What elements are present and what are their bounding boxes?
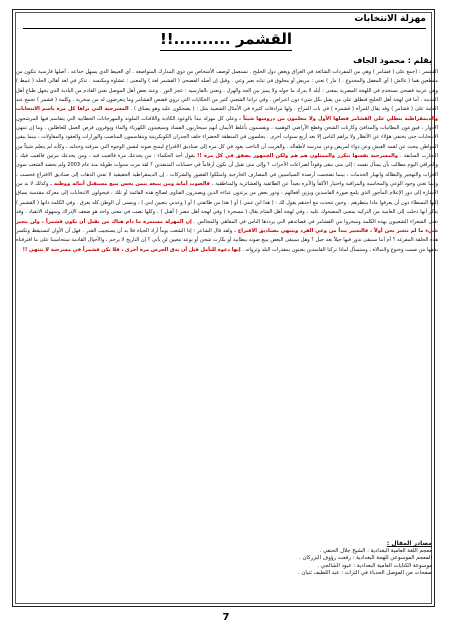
body-highlight-3: فالصوت أمانة ومن يبيعه بثمن بخس يبيع مستقبل أبنائه ووطنه . xyxy=(50,181,210,188)
body-text-4: وكذلك لا بد من الإشارة إلى دور الإعلام المأجور الذي يلمع صورة الفاسدين ويزين أفعالهم ، ودور بعض من يرتدون عباءة الدين ويصدرون الفتاوى لصالح هذه القائمة أو تلك ، فيحولون الانتخابات إلى معركة مقدسة يساق إليها البسطاء دون أن يعرفوا ماذا ينتظرهم . وحين تتحدث مع أحدهم يقول لك : ( هذا ابن عمي ) أو ( هذا من طائفتي ) أو ( وعدني بتعيين ابني ) ، وينسى أن الوطن كله يغرق . وفي الكلمة ذاتها ( القشمر ) يذكر أنها دخلت إلى العامية من التركية بمعنى المضحوك عليه ، وفي لهجة أهل الشام يقال ( مسخرة ) وفي لهجة أهل مصر ( أهبل ) ، وكلها تصب في معنى واحد هو ضعف الإدراك وسهولة الانقياد . وقد تغنى الشعراء الشعبيون بهذه الكلمة وسخروا من القشامر في قصائدهم التي يرددها الناس في المقاهي والمجالس . xyxy=(16,181,438,225)
body-highlight-1: المسرحية التي نراها كل مرة باسم الانتخابات والديمقراطية ينطلي على القشامر فصلها الأول ولا يتعلمون من دروسها شيئاً ، xyxy=(16,106,438,122)
body-text-5: ولقد قال الشاعر : إذا الشعب يوماً أراد الحياة فلا بد أن يستجيب القدر . فهل آن الأوان لنستيقظ ونكسر هذه الحلقة المفرغة ؟ أم أننا سنبقى ندور فيها جيلاً بعد جيل ؟ وهل سيبقى البعض يبيع صوته ببطانية أو بكارت شحن أو بوعد بتعيين لن يأتي ؟ إن التاريخ لا يرحم ، والأجيال القادمة ستحاسبنا على ما اقترفناه بحقها من صمت وخنوع ولامبالاة ، وستسأل لماذا تركنا الفاسدين يعبثون بمقدرات البلد وثرواته . xyxy=(16,227,438,253)
body-highlight-4: إن المهزلة مستمرة ما دام هناك من يقبل أن يكون قشمراً ، ولن يتغير شيء ما لم نتغير نحن أولاً ، فالتغيير يبدأ من وعي الفرد وينتهي بصناديق الاقتراع . xyxy=(16,218,438,234)
reference-item: المعجم الموسوعي للهجة البغدادية : رفعت رؤوف البزركان . xyxy=(299,555,432,562)
references-title: مصادر المقال : xyxy=(386,540,432,547)
body-highlight-5: إنها دعوة للتأمل قبل أن يدق الجرس مرة أخرى ، فلا تكن قشمراً في مسرحية لا تنتهي !! xyxy=(22,246,241,253)
page-number: 7 xyxy=(222,612,230,623)
references xyxy=(298,540,432,578)
body-text-3: يقول أحد الحكماء : من يخدعك مرة فالعيب فيه ، ومن يخدعك مرتين فالعيب فيك . والعراقي اليوم مطالب بأن يسأل نفسه : إلى متى نبقى وقوداً لصراعات الأحزاب ؟ وإلى متى نقبل أن نكون أرقاماً في حسابات المتنفذين ؟ لقد مرت سنوات طويلة منذ عام 2003 ولم يحصد الشعب سوى الخراب والتهجير والبطالة وانهيار الخدمات ، بينما تضخمت أرصدة السياسيين في المصارف الخارجية وامتلكوا القصور والشركات . إن الديمقراطية الحقيقية لا تعني الذهاب إلى صناديق الاقتراع فحسب ، وإنما تعني وجود الوعي والمحاسبة والمراقبة واختيار الأكفأ والأنزه بعيداً عن الطائفية والعشائرية والمناطقية ، xyxy=(16,153,438,188)
body-text-1: القشمر : (جمع على ( قشامر ) وهي من المفردات الشائعة في العراق ويعض دول الخليج . تستعمل لوصف الأشخاص من ذوي المدارك المتواضعة . أي العبيط الذي يسهل خداعه . أصلها فارسية تتكون من مقطعين هما ( غالش ) أي المغفل والمخدوع . ( مار ) تعني : مريض أو مخلوق في ثيابه بغير وعي . وقيل إن أصله الفصحى ( القشمر لغة ) والمعنى : غشاوة ومكنسة . تذكر في لغة أهالي الحلة ( غبيط ) وهي عربية فصحى تستخدم في اللهجة المصرية بمعنى : أبله لا يدرك ما حوله ولا يميز بين الجد والهزل . وتعني بالفارسية : عجز الثور . وعند بعض أهل الموصل تعني القادم من البادية الذي يجهل طباع أهل المدينة . أما في لهجة أهل الخليج فتطلق على من يقبل بكل شيء دون اعتراض . وفي تراثنا الشعبي كثير من الحكايات التي تروي قصص القشامر وما يتعرضون له من سخرية . وكلمة ( قشمر ) تجمع عند العامة على ( قشامر ) وقد يقال للمرأة ( قشمرة ) في باب المزاح . ولها مرادفات كثيرة في الأمثال الشعبية مثل : ( يضحكون عليه وهو يصدّق ) . xyxy=(16,69,438,113)
article-author: بقلم : محمود الجاف xyxy=(353,56,432,65)
reference-item: موسوعة الكنايات العامية البغدادية : عبود الشالجي . xyxy=(317,562,432,569)
body-highlight-2: والمسرحية نفسها تتكرر والممثلون هم هم ولكن الجمهور يصفق في كل مرة !! xyxy=(197,153,398,160)
reference-item: صفحات من الموصل الحدباء في التراث : عبد اللطيف ثنيان . xyxy=(298,570,432,577)
reference-item: معجم اللغة العامية البغدادية : الشيخ جلال الحنفي . xyxy=(319,547,432,554)
article-body xyxy=(16,68,438,536)
page-header: مهزلة الانتخابات xyxy=(354,14,426,24)
title-underline xyxy=(160,50,292,51)
article-title: القشمر ..........!! xyxy=(159,30,293,48)
body-text-2: وعلى كل مهزلة تبدأ بالوعود الكاذبة واللافتات الملونة والمهرجانات الخطابية التي يتقاسم فيها المرشحون الأدوار ، فيوزعون البطانيات والمدافئ وكارتات الشحن وقطع الأراضي الوهمية ، ويقسمون بأغلظ الأيمان أنهم سيحاربون الفساد وسيعيدون الكهرباء والماء ويوفرون فرص العمل للعاطلين . وما إن تنتهي الانتخابات حتى يختفي هؤلاء عن الأنظار ولا يراهم الناس إلا بعد أربع سنوات أخرى . يجلسون في المنطقة الخضراء خلف الجدران الكونكريتية ويتقاسمون المناصب والوزارات والعقود والمقاولات ، بينما يبقى المواطن يبحث عن لقمة العيش وعن دواء لمريض وعن مدرسة لأطفاله . والغريب أن الناخب يعود في كل مرة إلى صناديق الاقتراع ليمنح صوته لنفس الوجوه التي سرقته وخذلته ، وكأنه لم يتعلم شيئاً من التجارب السابقة . xyxy=(16,115,438,160)
header-rule xyxy=(23,28,426,29)
